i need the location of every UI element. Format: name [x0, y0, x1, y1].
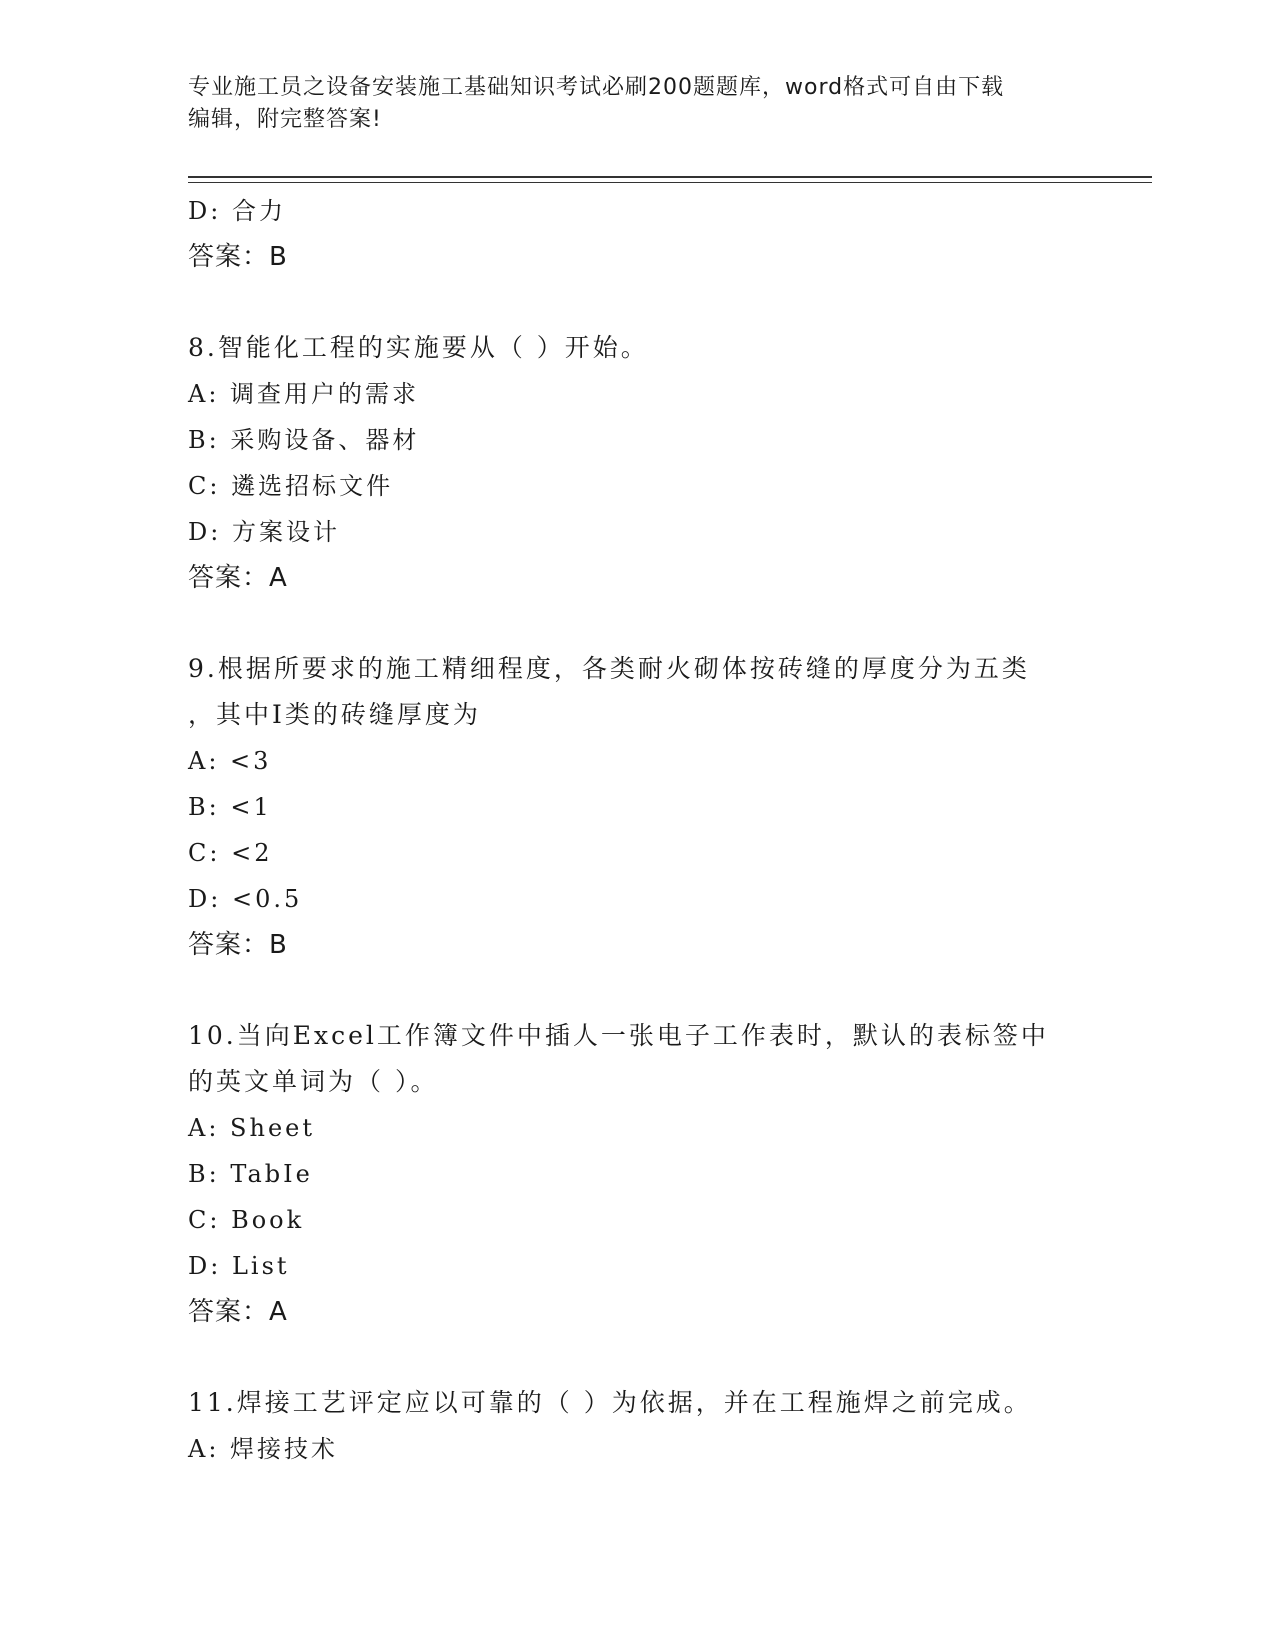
question-stem: 8.智能化工程的实施要从（ ）开始。 [188, 333, 649, 362]
option-b: B: 采购设备、器材 [188, 426, 420, 454]
option-b: B: TabIe [188, 1160, 313, 1188]
question-stem-cont: ，其中I类的砖缝厚度为 [188, 700, 481, 729]
option-c: C: <2 [188, 839, 273, 867]
option-d: D: List [188, 1252, 290, 1280]
prev-option-d: D: 合力 [188, 197, 286, 225]
header-rule-top [188, 176, 1152, 178]
option-a: A: <3 [188, 747, 272, 775]
question-9 [188, 646, 1088, 968]
question-stem: 11.焊接工艺评定应以可靠的（ ）为依据，并在工程施焊之前完成。 [188, 1388, 1032, 1417]
page-header [188, 72, 1078, 136]
option-b: B: <1 [188, 793, 272, 821]
prev-answer: 答案：B [188, 242, 288, 272]
option-a: A: 焊接技术 [188, 1435, 339, 1463]
option-d: D: <0.5 [188, 885, 303, 913]
option-c: C: Book [188, 1206, 305, 1234]
answer: 答案：B [188, 930, 288, 960]
question-8 [188, 325, 1088, 601]
question-stem: 10.当向Excel工作簿文件中插人一张电子工作表时，默认的表标签中 [188, 1021, 1049, 1050]
option-c: C: 遴选招标文件 [188, 472, 394, 500]
option-a: A: 调查用户的需求 [188, 380, 420, 408]
question-content [188, 188, 1088, 1472]
header-line-2: 编辑，附完整答案! [188, 107, 382, 132]
header-rule-bottom [188, 182, 1152, 183]
question-stem: 9.根据所要求的施工精细程度，各类耐火砌体按砖缝的厚度分为五类 [188, 654, 1030, 683]
question-10 [188, 1013, 1088, 1335]
header-line-1: 专业施工员之设备安装施工基础知识考试必刷200题题库，word格式可自由下载 [188, 75, 1005, 100]
question-stem-cont: 的英文单词为（ ）。 [188, 1067, 439, 1096]
question-11 [188, 1380, 1088, 1472]
option-a: A: Sheet [188, 1114, 315, 1142]
option-d: D: 方案设计 [188, 518, 340, 546]
answer: 答案：A [188, 1297, 288, 1327]
answer: 答案：A [188, 563, 288, 593]
